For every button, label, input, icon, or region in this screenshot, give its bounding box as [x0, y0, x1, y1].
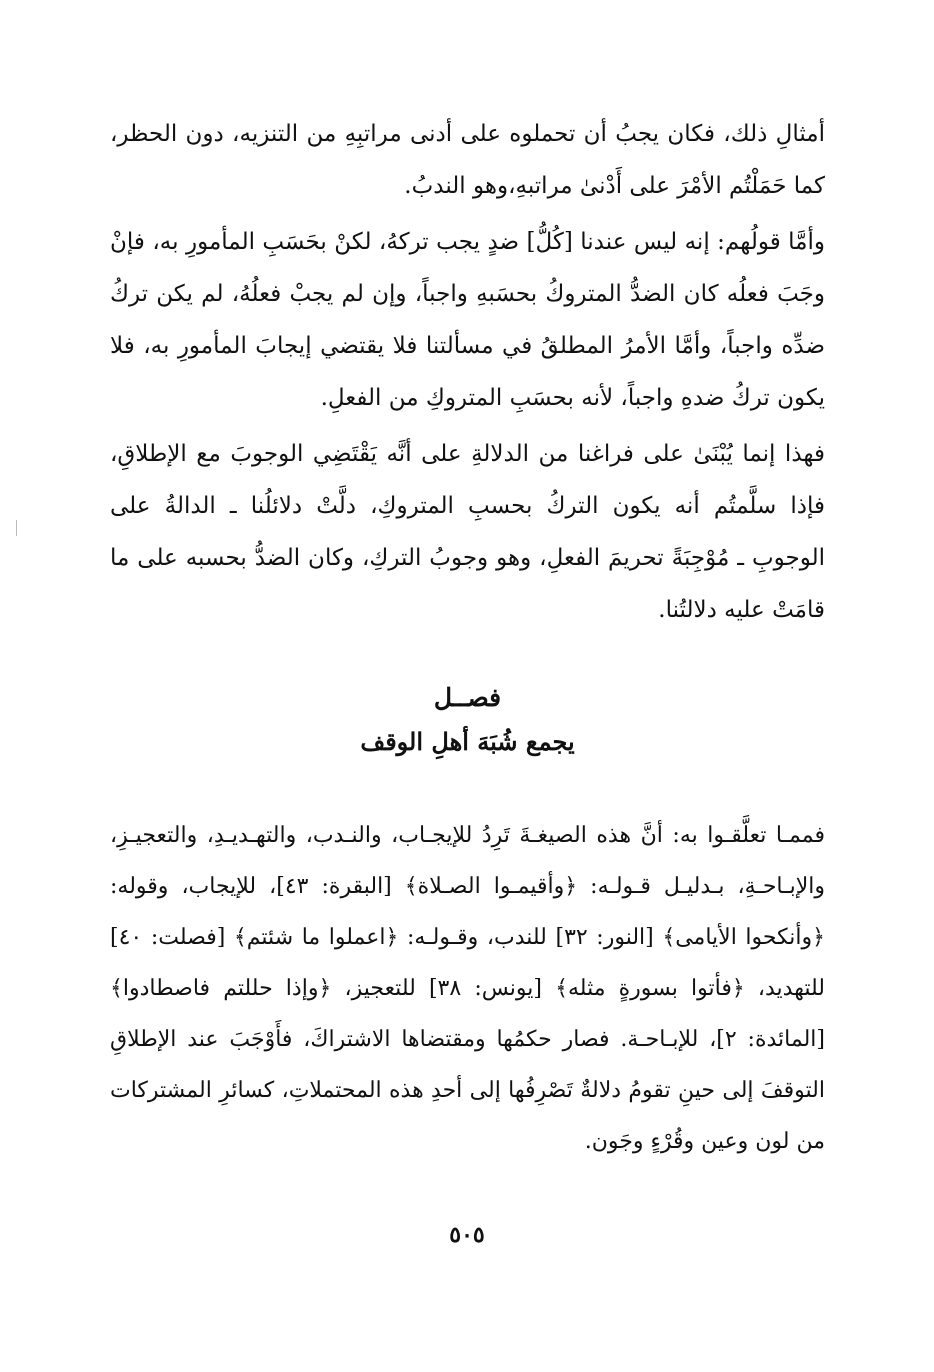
section-subtitle: يجمع شُبَهَ أهلِ الوقف — [360, 727, 575, 756]
paragraph-2: وأمَّا قولُهم: إنه ليس عندنا [كُلُّ] ضدٍ يجب تركهُ، لكنْ بحَسَبِ المأمورِ به، فإنْ وجَبَ فعلُه كان الضدُّ المتروكُ بحسَبهِ واجباً، وإن لم يجبْ فعلُهُ، لم يكن تركُ ضدِّه واجباً، وأمَّا الأمرُ المطلقُ في مسألتنا فلا يقتضي إيجابَ المأمورِ به، فلا يكون تركُ ضدهِ واجباً، لأنه بحسَبِ المتروكِ من الفعلِ. — [110, 229, 825, 411]
document-page — [110, 108, 825, 1167]
page-number: ٥٠٥ — [449, 1222, 485, 1248]
section-heading — [110, 676, 825, 764]
paragraph-1: أمثالِ ذلك، فكان يجبُ أن تحملوه على أدنى مراتبِهِ من التنزيه، دون الحظر، كما حَمَلْتُم الأمْرَ على أَدْنىٰ مراتبهِ،وهو الندبُ. — [110, 121, 825, 199]
paragraph-3: فهذا إنما يُبْنَىٰ على فراغنا من الدلالةِ على أنَّه يَقْتَضِي الوجوبَ مع الإطلاقِ، فإذا سلَّمتُم أنه يكون التركُ بحسبِ المتروكِ، دلَّتْ دلائلُنا ـ الدالةُ على الوجوبِ ـ مُوْجِبَةً تحريمَ الفعلِ، وهو وجوبُ التركِ، وكان الضدُّ بحسبه على ما قامَتْ عليه دلالتُنا. — [110, 441, 825, 623]
margin-mark — [16, 520, 17, 536]
paragraph-4: فممـا تعلَّقـوا به: أنَّ هذه الصيغـةَ تَرِدُ للإيجـاب، والنـدب، والتهـديـدِ، والتعجيـزِ، والإبـاحـةِ، بـدليـل قـولـه: ﴿وأقيمـوا الصـلاة﴾ [البقرة: ٤٣]، للإيجاب، وقوله: ﴿وأنكحوا الأيامى﴾ [النور: ٣٢] للندب، وقـولـه: ﴿اعملوا ما شئتم﴾ [فصلت: ٤٠] للتهديد، ﴿فأتوا بسورةٍ مثله﴾ [يونس: ٣٨] للتعجيز، ﴿وإذا حللتم فاصطادوا﴾ [المائدة: ٢]، للإبـاحـة. فصار حكمُها ومقتضاها الاشتراكَ، فأَوْجَبَ عند الإطلاقِ التوقفَ إلى حينِ تقومُ دلالةٌ تَصْرِفُها إلى أحدِ هذه المحتملاتِ، كسائرِ المشتركات من لون وعين وقُرْءٍ وجَون. — [110, 823, 825, 1154]
section-title: فصــل — [433, 683, 502, 712]
